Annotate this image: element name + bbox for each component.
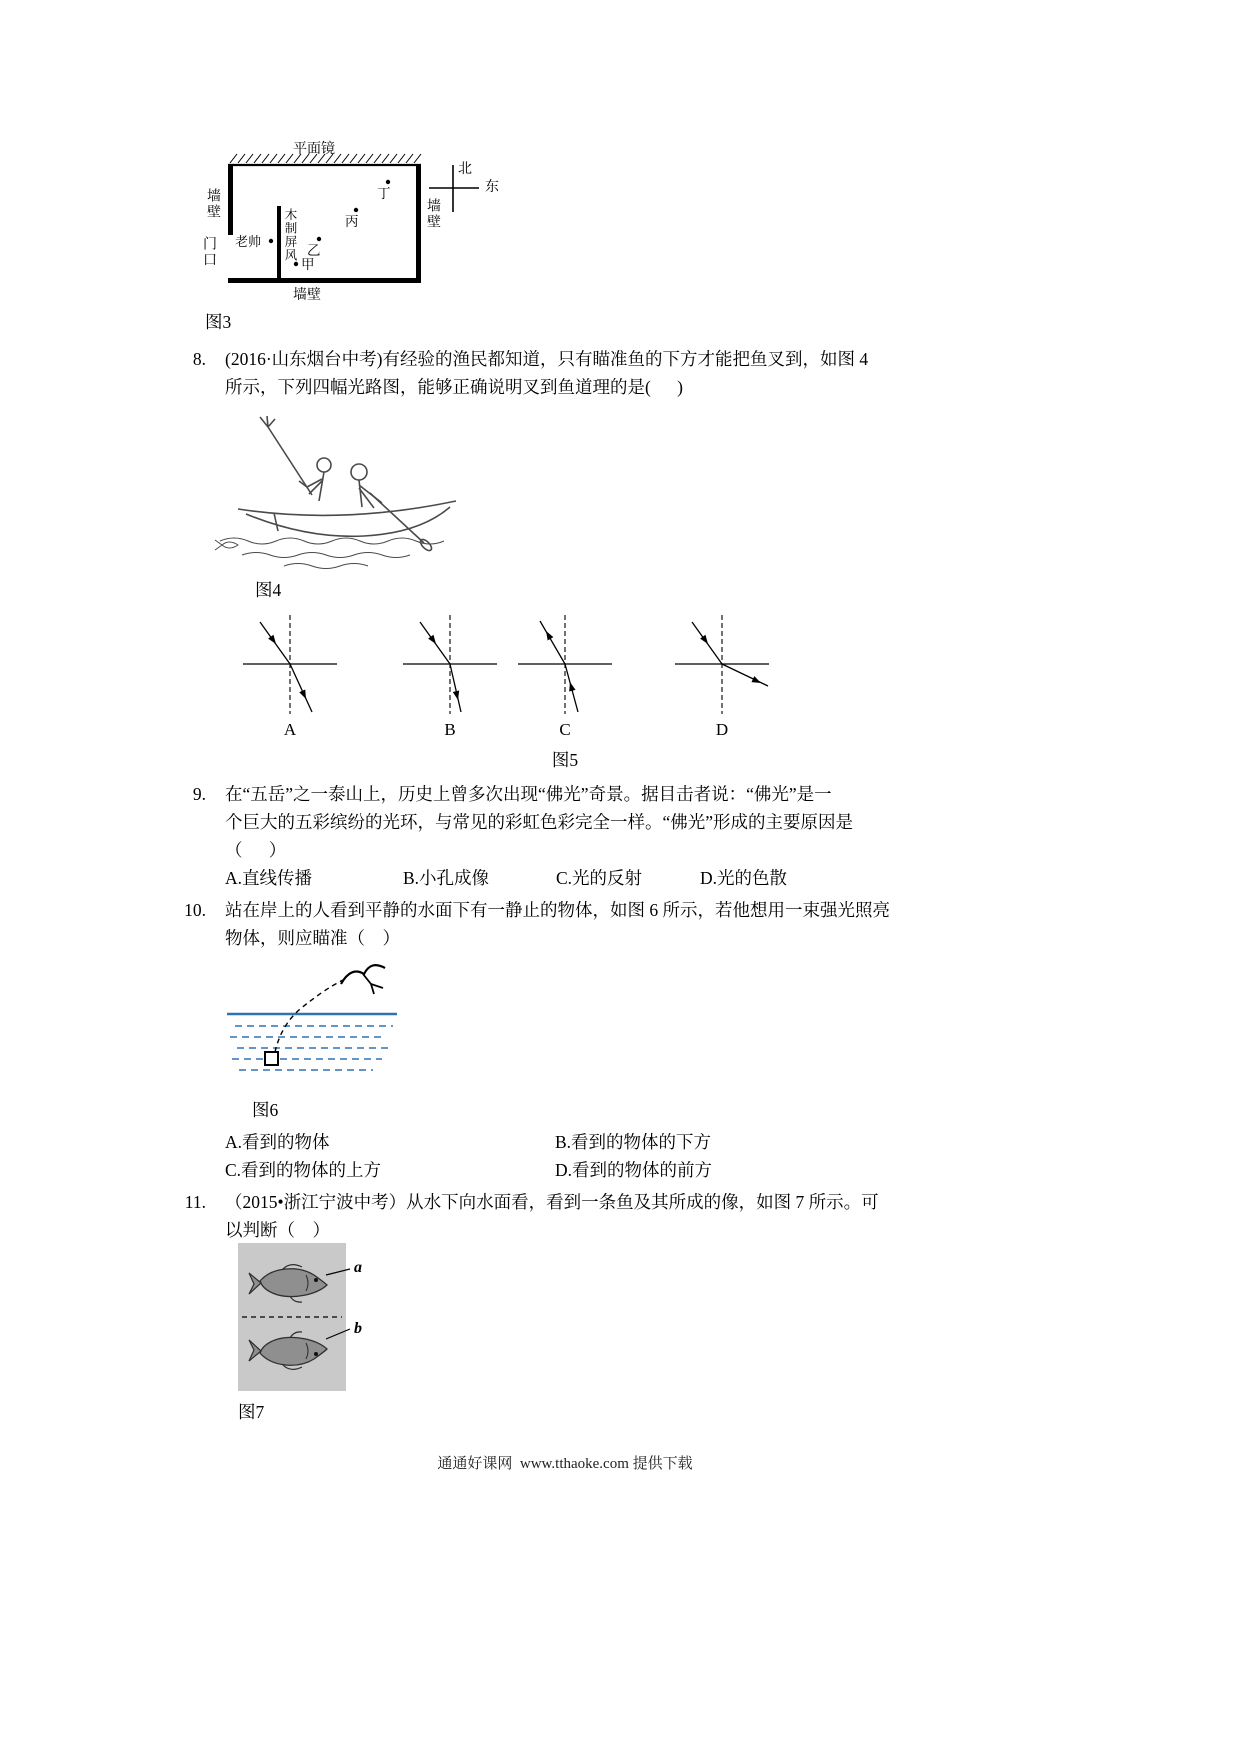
mirror-label: 平面镜 <box>293 142 335 157</box>
compass-east-label: 东 <box>485 180 499 195</box>
figure3-caption: 图3 <box>205 312 232 332</box>
q9-option-d: D.光的色散 <box>700 868 788 888</box>
figure5-label-a: A <box>283 720 297 739</box>
wall-right-label: 墙壁 <box>425 198 440 230</box>
q11-line-1: （2015•浙江宁波中考）从水下向水面看，看到一条鱼及其所成的像，如图 7 所示。可 <box>225 1192 879 1212</box>
figure3-room-diagram <box>195 140 525 320</box>
bird-tail <box>363 974 383 994</box>
q9-line-2: 个巨大的五彩缤纷的光环，与常见的彩虹色彩完全一样。“佛光”形成的主要原因是 <box>225 812 854 832</box>
q8-number: 8. <box>192 349 206 369</box>
q11-number: 11. <box>184 1192 206 1212</box>
underwater-object-square <box>265 1052 278 1065</box>
oar-blade <box>419 538 434 553</box>
figure5-caption: 图5 <box>551 750 579 770</box>
fisherman2-head <box>351 464 367 480</box>
wall-bottom-label: 墙壁 <box>293 288 321 303</box>
boat-sketch <box>212 415 487 575</box>
fish-label-a: a <box>354 1259 362 1276</box>
point-yi-label: 乙 <box>307 243 321 258</box>
laoshuai-label: 老帅 <box>235 234 262 249</box>
figure5-ray-diagram-b <box>400 612 500 717</box>
wooden-screen-label: 木制屏风 <box>283 208 297 262</box>
point-bing-dot <box>354 208 358 212</box>
figure5-label-d: D <box>715 720 729 739</box>
arrowhead <box>751 676 762 686</box>
wooden-screen-line <box>277 206 281 280</box>
water-wave-3 <box>284 564 368 569</box>
q10-line-2: 物体，则应瞄准（ ） <box>225 928 400 948</box>
boat-gunwale <box>238 501 456 515</box>
arrowhead <box>543 629 553 640</box>
left-wall <box>228 165 233 235</box>
bottom-wall <box>228 278 421 283</box>
q10-number: 10. <box>184 900 206 920</box>
q9-option-b: B.小孔成像 <box>403 868 490 888</box>
q10-option-a: A.看到的物体 <box>225 1132 330 1152</box>
q9-option-c: C.光的反射 <box>556 868 643 888</box>
q10-option-d: D.看到的物体的前方 <box>555 1160 713 1180</box>
fisherman1-head <box>317 458 331 472</box>
refracted-ray <box>290 664 312 712</box>
fisherman1-body <box>299 472 324 501</box>
point-yi-dot <box>317 237 321 241</box>
q10-option-c: C.看到的物体的上方 <box>225 1160 382 1180</box>
arrowhead <box>453 690 461 700</box>
point-bing-label: 丙 <box>345 214 359 229</box>
right-wall <box>416 165 421 283</box>
figure4-boat-illustration <box>212 415 487 575</box>
refracted-ray <box>722 664 768 686</box>
arrowhead <box>299 689 309 700</box>
boat-rib <box>274 513 278 531</box>
q9-number: 9. <box>192 784 206 804</box>
figure6-water-diagram <box>225 952 410 1100</box>
spear-pole <box>268 427 312 495</box>
figure4-caption: 图4 <box>255 580 282 600</box>
figure7-fish-image <box>238 1243 393 1395</box>
q9-option-a: A.直线传播 <box>225 868 313 888</box>
figure7-caption: 图7 <box>238 1402 265 1422</box>
q10-option-b: B.看到的物体的下方 <box>555 1132 712 1152</box>
point-jia-label: 甲 <box>301 257 315 272</box>
figure5-ray-diagram-a <box>240 612 340 717</box>
compass-north-label: 北 <box>458 162 472 177</box>
q8-line-2: 所示，下列四幅光路图，能够正确说明叉到鱼道理的是( ) <box>225 377 683 397</box>
door-label: 门口 <box>201 236 216 268</box>
point-ding-dot <box>386 180 390 184</box>
water-wave-1 <box>220 538 444 544</box>
figure5-ray-diagram-d <box>672 612 772 717</box>
water-wave-2 <box>242 553 410 558</box>
fish-label-b: b <box>354 1320 362 1337</box>
water-dashed-lines <box>230 1026 393 1070</box>
refracted-ray <box>450 664 461 712</box>
q11-line-2: 以判断（ ） <box>225 1220 330 1240</box>
refracted-ray <box>540 621 565 664</box>
q9-line-3: （ ） <box>225 840 287 860</box>
figure6-caption: 图6 <box>252 1100 279 1120</box>
figure5-label-c: C <box>559 720 571 739</box>
fish-sketch <box>215 540 238 550</box>
q8-line-1: (2016·山东烟台中考)有经验的渔民都知道，只有瞄准鱼的下方才能把鱼叉到，如图 4 <box>225 349 869 369</box>
figure3-graphics <box>195 140 525 320</box>
sight-line-dashed <box>275 980 343 1052</box>
arrowhead <box>567 681 576 691</box>
footer-site-credit: 通通好课网 www.tthaoke.com 提供下载 <box>437 1456 693 1472</box>
q9-line-1: 在“五岳”之一泰山上，历史上曾多次出现“佛光”奇景。据目击者说：“佛光”是一 <box>225 784 832 804</box>
figure5-ray-diagram-c <box>515 612 615 717</box>
spear-trident-head <box>260 416 275 427</box>
point-jia-dot <box>294 262 298 266</box>
figure5-label-b: B <box>444 720 456 739</box>
q10-line-1: 站在岸上的人看到平静的水面下有一静止的物体，如图 6 所示，若他想用一束强光照亮 <box>225 900 890 920</box>
laoshuai-dot <box>269 239 273 243</box>
wall-left-label: 墙壁 <box>205 188 220 220</box>
point-ding-label: 丁 <box>377 186 391 201</box>
